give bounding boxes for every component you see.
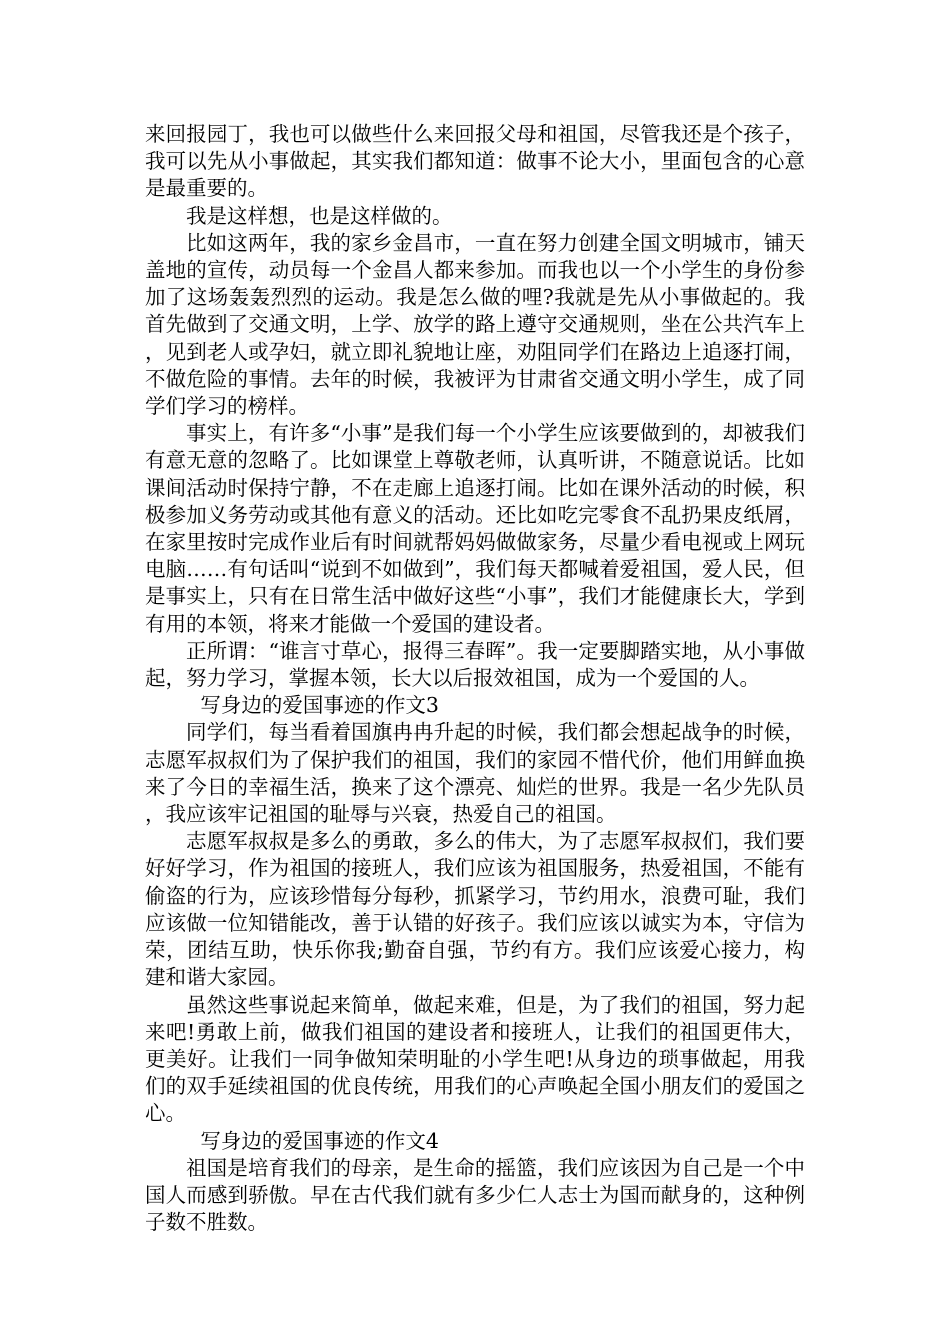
document-body [145, 121, 805, 1236]
paragraph-8: 虽然这些事说起来简单，做起来难，但是，为了我们的祖国，努力起来吧!勇敢上前，做我们祖国的建设者和接班人，让我们的祖国更伟大，更美好。让我们一同争做知荣明耻的小学生吧!从身边的琐事做起，用我们的双手延续祖国的优良传统，用我们的心声唤起全国小朋友们的爱国之心。 [145, 992, 805, 1126]
paragraph-3: 比如这两年，我的家乡金昌市，一直在努力创建全国文明城市，铺天盖地的宣传，动员每一个金昌人都来参加。而我也以一个小学生的身份参加了这场轰轰烈烈的运动。我是怎么做的哩?我就是先从小事做起的。我首先做到了交通文明，上学、放学的路上遵守交通规则，坐在公共汽车上，见到老人或孕妇，就立即礼貌地让座，劝阻同学们在路边上追逐打闹，不做危险的事情。去年的时候，我被评为甘肃省交通文明小学生，成了同学们学习的榜样。 [145, 230, 805, 419]
paragraph-9: 祖国是培育我们的母亲，是生命的摇篮，我们应该因为自己是一个中国人而感到骄傲。早在古代我们就有多少仁人志士为国而献身的，这种例子数不胜数。 [145, 1155, 805, 1235]
paragraph-6: 同学们，每当看着国旗冉冉升起的时候，我们都会想起战争的时候，志愿军叔叔们为了保护我们的祖国，我们的家园不惜代价，他们用鲜血换来了今日的幸福生活，换来了这个漂亮、灿烂的世界。我是一名少先队员，我应该牢记祖国的耻辱与兴衰，热爱自己的祖国。 [145, 720, 805, 827]
paragraph-4: 事实上，有许多“小事”是我们每一个小学生应该要做到的，却被我们有意无意的忽略了。比如课堂上尊敬老师，认真听讲，不随意说话。比如课间活动时保持宁静，不在走廊上追逐打闹。比如在课外活动的时候，积极参加义务劳动或其他有意义的活动。还比如吃完零食不乱扔果皮纸屑，在家里按时完成作业后有时间就帮妈妈做做家务，尽量少看电视或上网玩电脑……有句话叫“说到不如做到”，我们每天都喊着爱祖国，爱人民，但是事实上，只有在日常生活中做好这些“小事”，我们才能健康长大，学到有用的本领，将来才能做一个爱国的建设者。 [145, 421, 805, 636]
paragraph-7: 志愿军叔叔是多么的勇敢，多么的伟大，为了志愿军叔叔们，我们要好好学习，作为祖国的接班人，我们应该为祖国服务，热爱祖国，不能有偷盗的行为，应该珍惜每分每秒，抓紧学习，节约用水，浪费可耻，我们应该做一位知错能改，善于认错的好孩子。我们应该以诚实为本，守信为荣，团结互助，快乐你我;勤奋自强，节约有方。我们应该爱心接力，构建和谐大家园。 [145, 829, 805, 990]
section-heading-3: 写身边的爱国事迹的作文3 [200, 693, 439, 718]
paragraph-5: 正所谓：“谁言寸草心，报得三春晖”。我一定要脚踏实地，从小事做起，努力学习，掌握本领，长大以后报效祖国，成为一个爱国的人。 [145, 638, 805, 691]
paragraph-1: 来回报园丁，我也可以做些什么来回报父母和祖国，尽管我还是个孩子，我可以先从小事做起，其实我们都知道：做事不论大小，里面包含的心意是最重要的。 [145, 122, 805, 201]
section-heading-4: 写身边的爱国事迹的作文4 [200, 1128, 439, 1153]
paragraph-2: 我是这样想，也是这样做的。 [186, 203, 453, 228]
